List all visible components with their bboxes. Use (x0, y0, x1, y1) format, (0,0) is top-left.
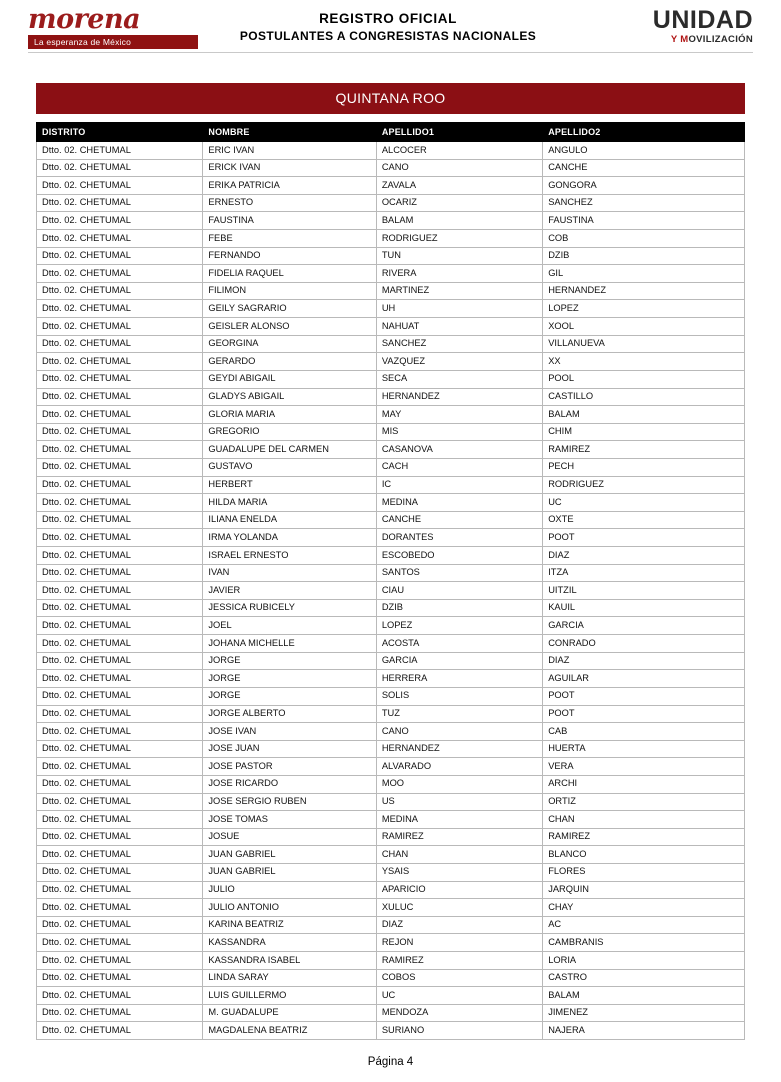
cell-nombre: JOSE IVAN (203, 723, 376, 741)
cell-apellido1: RAMIREZ (376, 828, 542, 846)
cell-apellido1: COBOS (376, 969, 542, 987)
cell-apellido2: AC (543, 916, 745, 934)
morena-tagline: La esperanza de México (28, 35, 198, 49)
cell-nombre: GREGORIO (203, 423, 376, 441)
cell-apellido1: CANO (376, 723, 542, 741)
cell-apellido1: MAY (376, 406, 542, 424)
table-row (37, 705, 745, 723)
table-row (37, 177, 745, 195)
cell-apellido2: CAMBRANIS (543, 934, 745, 952)
cell-apellido1: US (376, 793, 542, 811)
cell-apellido2: CASTRO (543, 969, 745, 987)
table-row (37, 599, 745, 617)
cell-nombre: KASSANDRA ISABEL (203, 952, 376, 970)
cell-nombre: JOEL (203, 617, 376, 635)
cell-distrito: Dtto. 02. CHETUMAL (37, 282, 203, 300)
cell-nombre: FAUSTINA (203, 212, 376, 230)
cell-apellido2: COB (543, 230, 745, 248)
state-banner: QUINTANA ROO (36, 83, 745, 114)
table-row (37, 194, 745, 212)
cell-apellido1: RAMIREZ (376, 952, 542, 970)
cell-nombre: JESSICA RUBICELY (203, 599, 376, 617)
cell-apellido1: LOPEZ (376, 617, 542, 635)
cell-nombre: FERNANDO (203, 247, 376, 265)
cell-apellido2: POOT (543, 705, 745, 723)
cell-apellido2: OXTE (543, 511, 745, 529)
cell-distrito: Dtto. 02. CHETUMAL (37, 335, 203, 353)
table-row (37, 969, 745, 987)
document-title-line1: REGISTRO OFICIAL (319, 10, 457, 26)
cell-apellido2: CHAN (543, 811, 745, 829)
cell-apellido1: OCARIZ (376, 194, 542, 212)
cell-nombre: JOHANA MICHELLE (203, 635, 376, 653)
table-row (37, 494, 745, 512)
cell-distrito: Dtto. 02. CHETUMAL (37, 406, 203, 424)
cell-apellido2: DZIB (543, 247, 745, 265)
table-row (37, 863, 745, 881)
cell-apellido1: ALVARADO (376, 758, 542, 776)
table-row (37, 617, 745, 635)
cell-apellido2: CHIM (543, 423, 745, 441)
cell-apellido2: ANGULO (543, 142, 745, 160)
table-row (37, 934, 745, 952)
table-row (37, 758, 745, 776)
cell-apellido1: REJON (376, 934, 542, 952)
cell-distrito: Dtto. 02. CHETUMAL (37, 881, 203, 899)
cell-distrito: Dtto. 02. CHETUMAL (37, 758, 203, 776)
table-row (37, 529, 745, 547)
table-row (37, 335, 745, 353)
cell-apellido1: CASANOVA (376, 441, 542, 459)
table-row (37, 652, 745, 670)
cell-distrito: Dtto. 02. CHETUMAL (37, 230, 203, 248)
cell-distrito: Dtto. 02. CHETUMAL (37, 863, 203, 881)
cell-apellido1: DIAZ (376, 916, 542, 934)
cell-distrito: Dtto. 02. CHETUMAL (37, 828, 203, 846)
cell-apellido2: GONGORA (543, 177, 745, 195)
cell-apellido2: CHAY (543, 899, 745, 917)
cell-nombre: GLORIA MARIA (203, 406, 376, 424)
cell-apellido2: DIAZ (543, 652, 745, 670)
table-row (37, 547, 745, 565)
cell-apellido1: CANCHE (376, 511, 542, 529)
cell-distrito: Dtto. 02. CHETUMAL (37, 723, 203, 741)
table-row (37, 1022, 745, 1040)
table-row (37, 159, 745, 177)
cell-apellido2: GARCIA (543, 617, 745, 635)
cell-nombre: FIDELIA RAQUEL (203, 265, 376, 283)
cell-apellido2: ARCHI (543, 775, 745, 793)
cell-distrito: Dtto. 02. CHETUMAL (37, 934, 203, 952)
cell-apellido2: PECH (543, 458, 745, 476)
cell-distrito: Dtto. 02. CHETUMAL (37, 212, 203, 230)
cell-apellido2: CAB (543, 723, 745, 741)
cell-distrito: Dtto. 02. CHETUMAL (37, 388, 203, 406)
table-row (37, 775, 745, 793)
table-row (37, 828, 745, 846)
cell-nombre: JORGE (203, 687, 376, 705)
cell-distrito: Dtto. 02. CHETUMAL (37, 670, 203, 688)
cell-nombre: IVAN (203, 564, 376, 582)
cell-distrito: Dtto. 02. CHETUMAL (37, 318, 203, 336)
cell-apellido1: APARICIO (376, 881, 542, 899)
cell-nombre: JORGE (203, 670, 376, 688)
cell-apellido1: ESCOBEDO (376, 547, 542, 565)
cell-apellido1: MIS (376, 423, 542, 441)
cell-apellido2: ORTIZ (543, 793, 745, 811)
cell-apellido2: CANCHE (543, 159, 745, 177)
table-row (37, 952, 745, 970)
cell-distrito: Dtto. 02. CHETUMAL (37, 458, 203, 476)
table-row (37, 476, 745, 494)
cell-apellido1: UH (376, 300, 542, 318)
cell-nombre: ERICK IVAN (203, 159, 376, 177)
cell-distrito: Dtto. 02. CHETUMAL (37, 529, 203, 547)
table-row (37, 916, 745, 934)
cell-distrito: Dtto. 02. CHETUMAL (37, 142, 203, 160)
cell-nombre: JUAN GABRIEL (203, 863, 376, 881)
cell-nombre: GUADALUPE DEL CARMEN (203, 441, 376, 459)
cell-nombre: JOSE JUAN (203, 740, 376, 758)
cell-distrito: Dtto. 02. CHETUMAL (37, 370, 203, 388)
cell-apellido1: TUN (376, 247, 542, 265)
cell-nombre: JAVIER (203, 582, 376, 600)
header-divider (28, 52, 753, 53)
cell-apellido2: VERA (543, 758, 745, 776)
column-header-distrito: DISTRITO (37, 123, 203, 142)
cell-apellido2: ITZA (543, 564, 745, 582)
cell-distrito: Dtto. 02. CHETUMAL (37, 987, 203, 1005)
cell-distrito: Dtto. 02. CHETUMAL (37, 617, 203, 635)
table-row (37, 441, 745, 459)
cell-apellido2: HUERTA (543, 740, 745, 758)
cell-apellido1: IC (376, 476, 542, 494)
cell-distrito: Dtto. 02. CHETUMAL (37, 547, 203, 565)
table-row (37, 370, 745, 388)
table-row (37, 740, 745, 758)
cell-distrito: Dtto. 02. CHETUMAL (37, 564, 203, 582)
cell-nombre: JOSE RICARDO (203, 775, 376, 793)
cell-apellido2: JARQUIN (543, 881, 745, 899)
cell-distrito: Dtto. 02. CHETUMAL (37, 599, 203, 617)
cell-nombre: MAGDALENA BEATRIZ (203, 1022, 376, 1040)
cell-apellido1: MOO (376, 775, 542, 793)
cell-apellido2: GIL (543, 265, 745, 283)
table-row (37, 582, 745, 600)
cell-distrito: Dtto. 02. CHETUMAL (37, 846, 203, 864)
cell-nombre: HERBERT (203, 476, 376, 494)
cell-distrito: Dtto. 02. CHETUMAL (37, 899, 203, 917)
cell-apellido1: HERNANDEZ (376, 740, 542, 758)
cell-distrito: Dtto. 02. CHETUMAL (37, 265, 203, 283)
table-header-row (37, 123, 745, 142)
cell-distrito: Dtto. 02. CHETUMAL (37, 952, 203, 970)
cell-apellido2: XX (543, 353, 745, 371)
cell-apellido2: UC (543, 494, 745, 512)
cell-apellido1: SOLIS (376, 687, 542, 705)
table-row (37, 635, 745, 653)
cell-apellido1: SURIANO (376, 1022, 542, 1040)
table-row (37, 265, 745, 283)
cell-distrito: Dtto. 02. CHETUMAL (37, 441, 203, 459)
cell-distrito: Dtto. 02. CHETUMAL (37, 687, 203, 705)
cell-apellido1: YSAIS (376, 863, 542, 881)
column-header-apellido1: APELLIDO1 (376, 123, 542, 142)
cell-nombre: ILIANA ENELDA (203, 511, 376, 529)
cell-apellido1: DORANTES (376, 529, 542, 547)
cell-nombre: JOSE TOMAS (203, 811, 376, 829)
roster-table-container (36, 122, 745, 1040)
cell-nombre: JULIO ANTONIO (203, 899, 376, 917)
cell-apellido1: RIVERA (376, 265, 542, 283)
document-title-block (198, 10, 578, 44)
unidad-movilizacion-logo (578, 8, 753, 45)
cell-apellido1: VAZQUEZ (376, 353, 542, 371)
cell-apellido1: ZAVALA (376, 177, 542, 195)
cell-apellido2: DIAZ (543, 547, 745, 565)
cell-apellido2: RODRIGUEZ (543, 476, 745, 494)
unidad-subtitle (578, 34, 753, 45)
cell-distrito: Dtto. 02. CHETUMAL (37, 582, 203, 600)
table-row (37, 423, 745, 441)
cell-distrito: Dtto. 02. CHETUMAL (37, 811, 203, 829)
table-row (37, 899, 745, 917)
cell-apellido2: CASTILLO (543, 388, 745, 406)
document-header (0, 0, 781, 52)
cell-nombre: GLADYS ABIGAIL (203, 388, 376, 406)
table-row (37, 212, 745, 230)
cell-apellido1: MEDINA (376, 811, 542, 829)
cell-apellido1: ALCOCER (376, 142, 542, 160)
cell-nombre: JULIO (203, 881, 376, 899)
cell-apellido2: CONRADO (543, 635, 745, 653)
cell-apellido1: RODRIGUEZ (376, 230, 542, 248)
cell-apellido1: MARTINEZ (376, 282, 542, 300)
cell-apellido2: BLANCO (543, 846, 745, 864)
unidad-wordmark: UNIDAD (652, 6, 753, 35)
cell-nombre: KASSANDRA (203, 934, 376, 952)
cell-distrito: Dtto. 02. CHETUMAL (37, 194, 203, 212)
table-row (37, 793, 745, 811)
cell-distrito: Dtto. 02. CHETUMAL (37, 353, 203, 371)
cell-distrito: Dtto. 02. CHETUMAL (37, 247, 203, 265)
cell-apellido1: XULUC (376, 899, 542, 917)
morena-wordmark: morena (28, 3, 141, 35)
table-row (37, 300, 745, 318)
cell-nombre: ERIKA PATRICIA (203, 177, 376, 195)
cell-apellido1: SANTOS (376, 564, 542, 582)
cell-apellido2: RAMIREZ (543, 441, 745, 459)
roster-table (36, 122, 745, 1040)
cell-apellido1: CACH (376, 458, 542, 476)
cell-apellido1: ACOSTA (376, 635, 542, 653)
cell-apellido2: HERNANDEZ (543, 282, 745, 300)
cell-distrito: Dtto. 02. CHETUMAL (37, 916, 203, 934)
cell-nombre: JOSE PASTOR (203, 758, 376, 776)
cell-distrito: Dtto. 02. CHETUMAL (37, 177, 203, 195)
cell-nombre: M. GUADALUPE (203, 1004, 376, 1022)
cell-apellido1: DZIB (376, 599, 542, 617)
cell-nombre: KARINA BEATRIZ (203, 916, 376, 934)
cell-distrito: Dtto. 02. CHETUMAL (37, 494, 203, 512)
table-row (37, 142, 745, 160)
cell-apellido1: MEDINA (376, 494, 542, 512)
cell-apellido2: LORIA (543, 952, 745, 970)
document-title-line2: POSTULANTES A CONGRESISTAS NACIONALES (239, 29, 537, 44)
cell-distrito: Dtto. 02. CHETUMAL (37, 159, 203, 177)
cell-nombre: JORGE ALBERTO (203, 705, 376, 723)
cell-distrito: Dtto. 02. CHETUMAL (37, 423, 203, 441)
table-row (37, 406, 745, 424)
cell-nombre: ISRAEL ERNESTO (203, 547, 376, 565)
table-row (37, 987, 745, 1005)
table-row (37, 687, 745, 705)
cell-apellido1: HERRERA (376, 670, 542, 688)
table-row (37, 458, 745, 476)
cell-apellido2: BALAM (543, 406, 745, 424)
cell-apellido1: UC (376, 987, 542, 1005)
table-row (37, 723, 745, 741)
table-row (37, 1004, 745, 1022)
cell-distrito: Dtto. 02. CHETUMAL (37, 793, 203, 811)
roster-table-head (37, 123, 745, 142)
cell-nombre: GEYDI ABIGAIL (203, 370, 376, 388)
cell-nombre: JOSUE (203, 828, 376, 846)
cell-apellido2: POOT (543, 529, 745, 547)
cell-distrito: Dtto. 02. CHETUMAL (37, 300, 203, 318)
table-row (37, 247, 745, 265)
column-header-nombre: NOMBRE (203, 123, 376, 142)
table-row (37, 511, 745, 529)
cell-apellido1: BALAM (376, 212, 542, 230)
cell-apellido2: KAUIL (543, 599, 745, 617)
cell-apellido1: SECA (376, 370, 542, 388)
cell-distrito: Dtto. 02. CHETUMAL (37, 511, 203, 529)
cell-apellido1: SANCHEZ (376, 335, 542, 353)
table-row (37, 388, 745, 406)
cell-apellido1: TUZ (376, 705, 542, 723)
cell-nombre: FEBE (203, 230, 376, 248)
cell-nombre: LINDA SARAY (203, 969, 376, 987)
cell-apellido2: XOOL (543, 318, 745, 336)
table-row (37, 230, 745, 248)
cell-nombre: JOSE SERGIO RUBEN (203, 793, 376, 811)
cell-apellido2: RAMIREZ (543, 828, 745, 846)
cell-nombre: ERNESTO (203, 194, 376, 212)
table-row (37, 353, 745, 371)
cell-apellido1: CANO (376, 159, 542, 177)
cell-apellido1: MENDOZA (376, 1004, 542, 1022)
cell-apellido2: FLORES (543, 863, 745, 881)
unidad-subtitle-rest: OVILIZACIÓN (688, 34, 753, 46)
cell-apellido2: POOT (543, 687, 745, 705)
table-row (37, 670, 745, 688)
cell-nombre: GEORGINA (203, 335, 376, 353)
cell-nombre: GEISLER ALONSO (203, 318, 376, 336)
cell-apellido2: LOPEZ (543, 300, 745, 318)
cell-apellido2: BALAM (543, 987, 745, 1005)
cell-nombre: ERIC IVAN (203, 142, 376, 160)
cell-distrito: Dtto. 02. CHETUMAL (37, 652, 203, 670)
cell-apellido1: CHAN (376, 846, 542, 864)
cell-nombre: GUSTAVO (203, 458, 376, 476)
cell-apellido1: CIAU (376, 582, 542, 600)
column-header-apellido2: APELLIDO2 (543, 123, 745, 142)
morena-logo (28, 3, 198, 49)
roster-table-body (37, 142, 745, 1040)
cell-apellido2: POOL (543, 370, 745, 388)
cell-nombre: LUIS GUILLERMO (203, 987, 376, 1005)
unidad-subtitle-prefix: Y M (670, 34, 689, 46)
cell-apellido1: HERNANDEZ (376, 388, 542, 406)
cell-apellido2: NAJERA (543, 1022, 745, 1040)
table-row (37, 318, 745, 336)
cell-distrito: Dtto. 02. CHETUMAL (37, 969, 203, 987)
table-row (37, 564, 745, 582)
cell-apellido2: SANCHEZ (543, 194, 745, 212)
page-footer: Página 4 (367, 1056, 414, 1069)
cell-distrito: Dtto. 02. CHETUMAL (37, 775, 203, 793)
cell-distrito: Dtto. 02. CHETUMAL (37, 476, 203, 494)
cell-apellido1: GARCIA (376, 652, 542, 670)
cell-distrito: Dtto. 02. CHETUMAL (37, 1004, 203, 1022)
cell-distrito: Dtto. 02. CHETUMAL (37, 1022, 203, 1040)
table-row (37, 811, 745, 829)
cell-nombre: JUAN GABRIEL (203, 846, 376, 864)
cell-apellido1: NAHUAT (376, 318, 542, 336)
table-row (37, 881, 745, 899)
cell-nombre: GERARDO (203, 353, 376, 371)
cell-apellido2: JIMENEZ (543, 1004, 745, 1022)
cell-nombre: HILDA MARIA (203, 494, 376, 512)
cell-nombre: JORGE (203, 652, 376, 670)
table-row (37, 282, 745, 300)
cell-distrito: Dtto. 02. CHETUMAL (37, 705, 203, 723)
cell-distrito: Dtto. 02. CHETUMAL (37, 740, 203, 758)
cell-apellido2: VILLANUEVA (543, 335, 745, 353)
table-row (37, 846, 745, 864)
cell-nombre: IRMA YOLANDA (203, 529, 376, 547)
cell-apellido2: FAUSTINA (543, 212, 745, 230)
cell-distrito: Dtto. 02. CHETUMAL (37, 635, 203, 653)
cell-nombre: FILIMON (203, 282, 376, 300)
cell-apellido2: AGUILAR (543, 670, 745, 688)
cell-nombre: GEILY SAGRARIO (203, 300, 376, 318)
cell-apellido2: UITZIL (543, 582, 745, 600)
